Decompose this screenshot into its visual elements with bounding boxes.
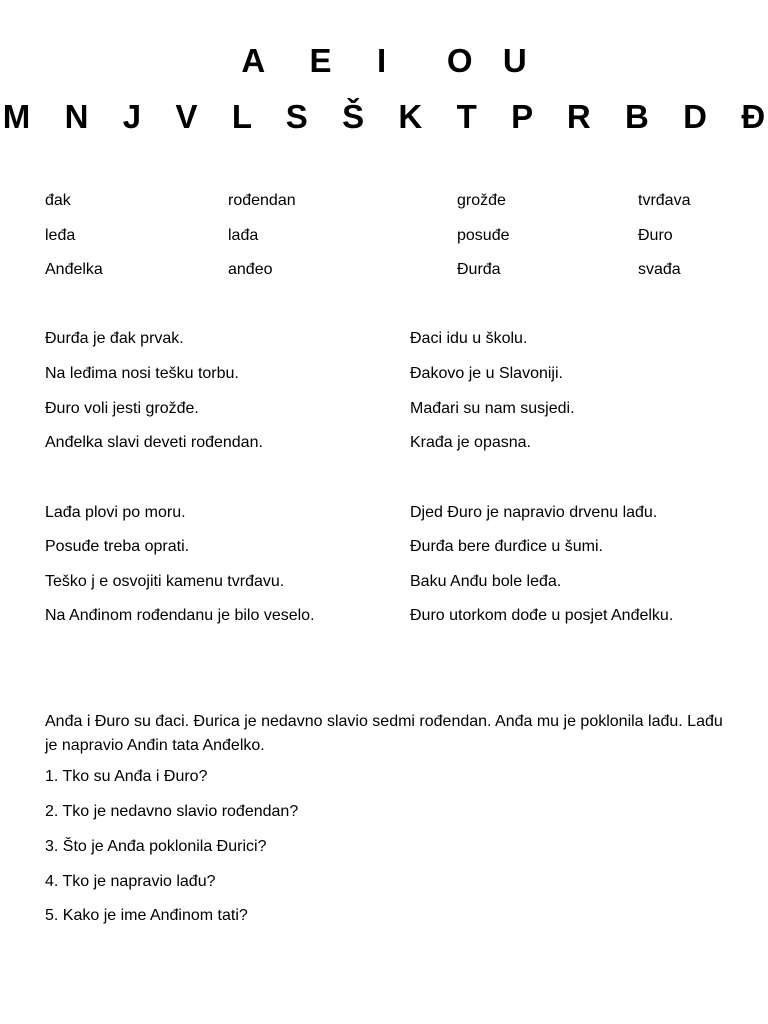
word-cell: grožđe — [457, 192, 506, 209]
word-cell: Đuro — [638, 227, 673, 244]
question-item: 5. Kako je ime Anđinom tati? — [45, 907, 248, 924]
sentence-left: Posuđe treba oprati. — [45, 538, 190, 555]
word-cell: anđeo — [228, 261, 273, 278]
sentence-right: Đuro utorkom dođe u posjet Anđelku. — [410, 607, 674, 624]
sentence-right: Krađa je opasna. — [410, 434, 531, 451]
word-cell: tvrđava — [638, 192, 691, 209]
question-item: 1. Tko su Anđa i Đuro? — [45, 768, 208, 785]
sentence-left: Đurđa je đak prvak. — [45, 330, 184, 347]
question-item: 4. Tko je napravio lađu? — [45, 873, 216, 890]
vowels-heading: A E I O U — [241, 42, 527, 79]
sentence-left: Na leđima nosi tešku torbu. — [45, 365, 239, 382]
sentence-left: Anđelka slavi deveti rođendan. — [45, 434, 263, 451]
question-item: 3. Što je Anđa poklonila Đurici? — [45, 838, 267, 855]
sentence-left: Lađa plovi po moru. — [45, 504, 186, 521]
sentence-right: Đakovo je u Slavoniji. — [410, 365, 563, 382]
word-cell: lađa — [228, 227, 259, 244]
word-cell: leđa — [45, 227, 76, 244]
sentence-left: Na Anđinom rođendanu je bilo veselo. — [45, 607, 315, 624]
sentence-right: Baku Anđu bole leđa. — [410, 573, 562, 590]
word-cell: Đurđa — [457, 261, 501, 278]
question-item: 2. Tko je nedavno slavio rođendan? — [45, 803, 299, 820]
word-cell: posuđe — [457, 227, 510, 244]
sentence-right: Mađari su nam susjedi. — [410, 400, 575, 417]
sentence-right: Đaci idu u školu. — [410, 330, 528, 347]
word-cell: rođendan — [228, 192, 296, 209]
word-cell: đak — [45, 192, 71, 209]
word-cell: Anđelka — [45, 261, 103, 278]
sentence-left: Teško j e osvojiti kamenu tvrđavu. — [45, 573, 285, 590]
sentence-right: Đurđa bere đurđice u šumi. — [410, 538, 603, 555]
sentence-left: Đuro voli jesti grožđe. — [45, 400, 199, 417]
sentence-right: Djed Đuro je napravio drvenu lađu. — [410, 504, 658, 521]
word-cell: svađa — [638, 261, 681, 278]
consonants-heading: M N J V L S Š K T P R B D Đ — [2, 98, 766, 135]
story-paragraph: Anđa i Đuro su đaci. Đurica je nedavno slavio sedmi rođendan. Anđa mu je poklonila lađu. Lađu je napravio Anđin tata Anđelko. — [45, 713, 723, 754]
